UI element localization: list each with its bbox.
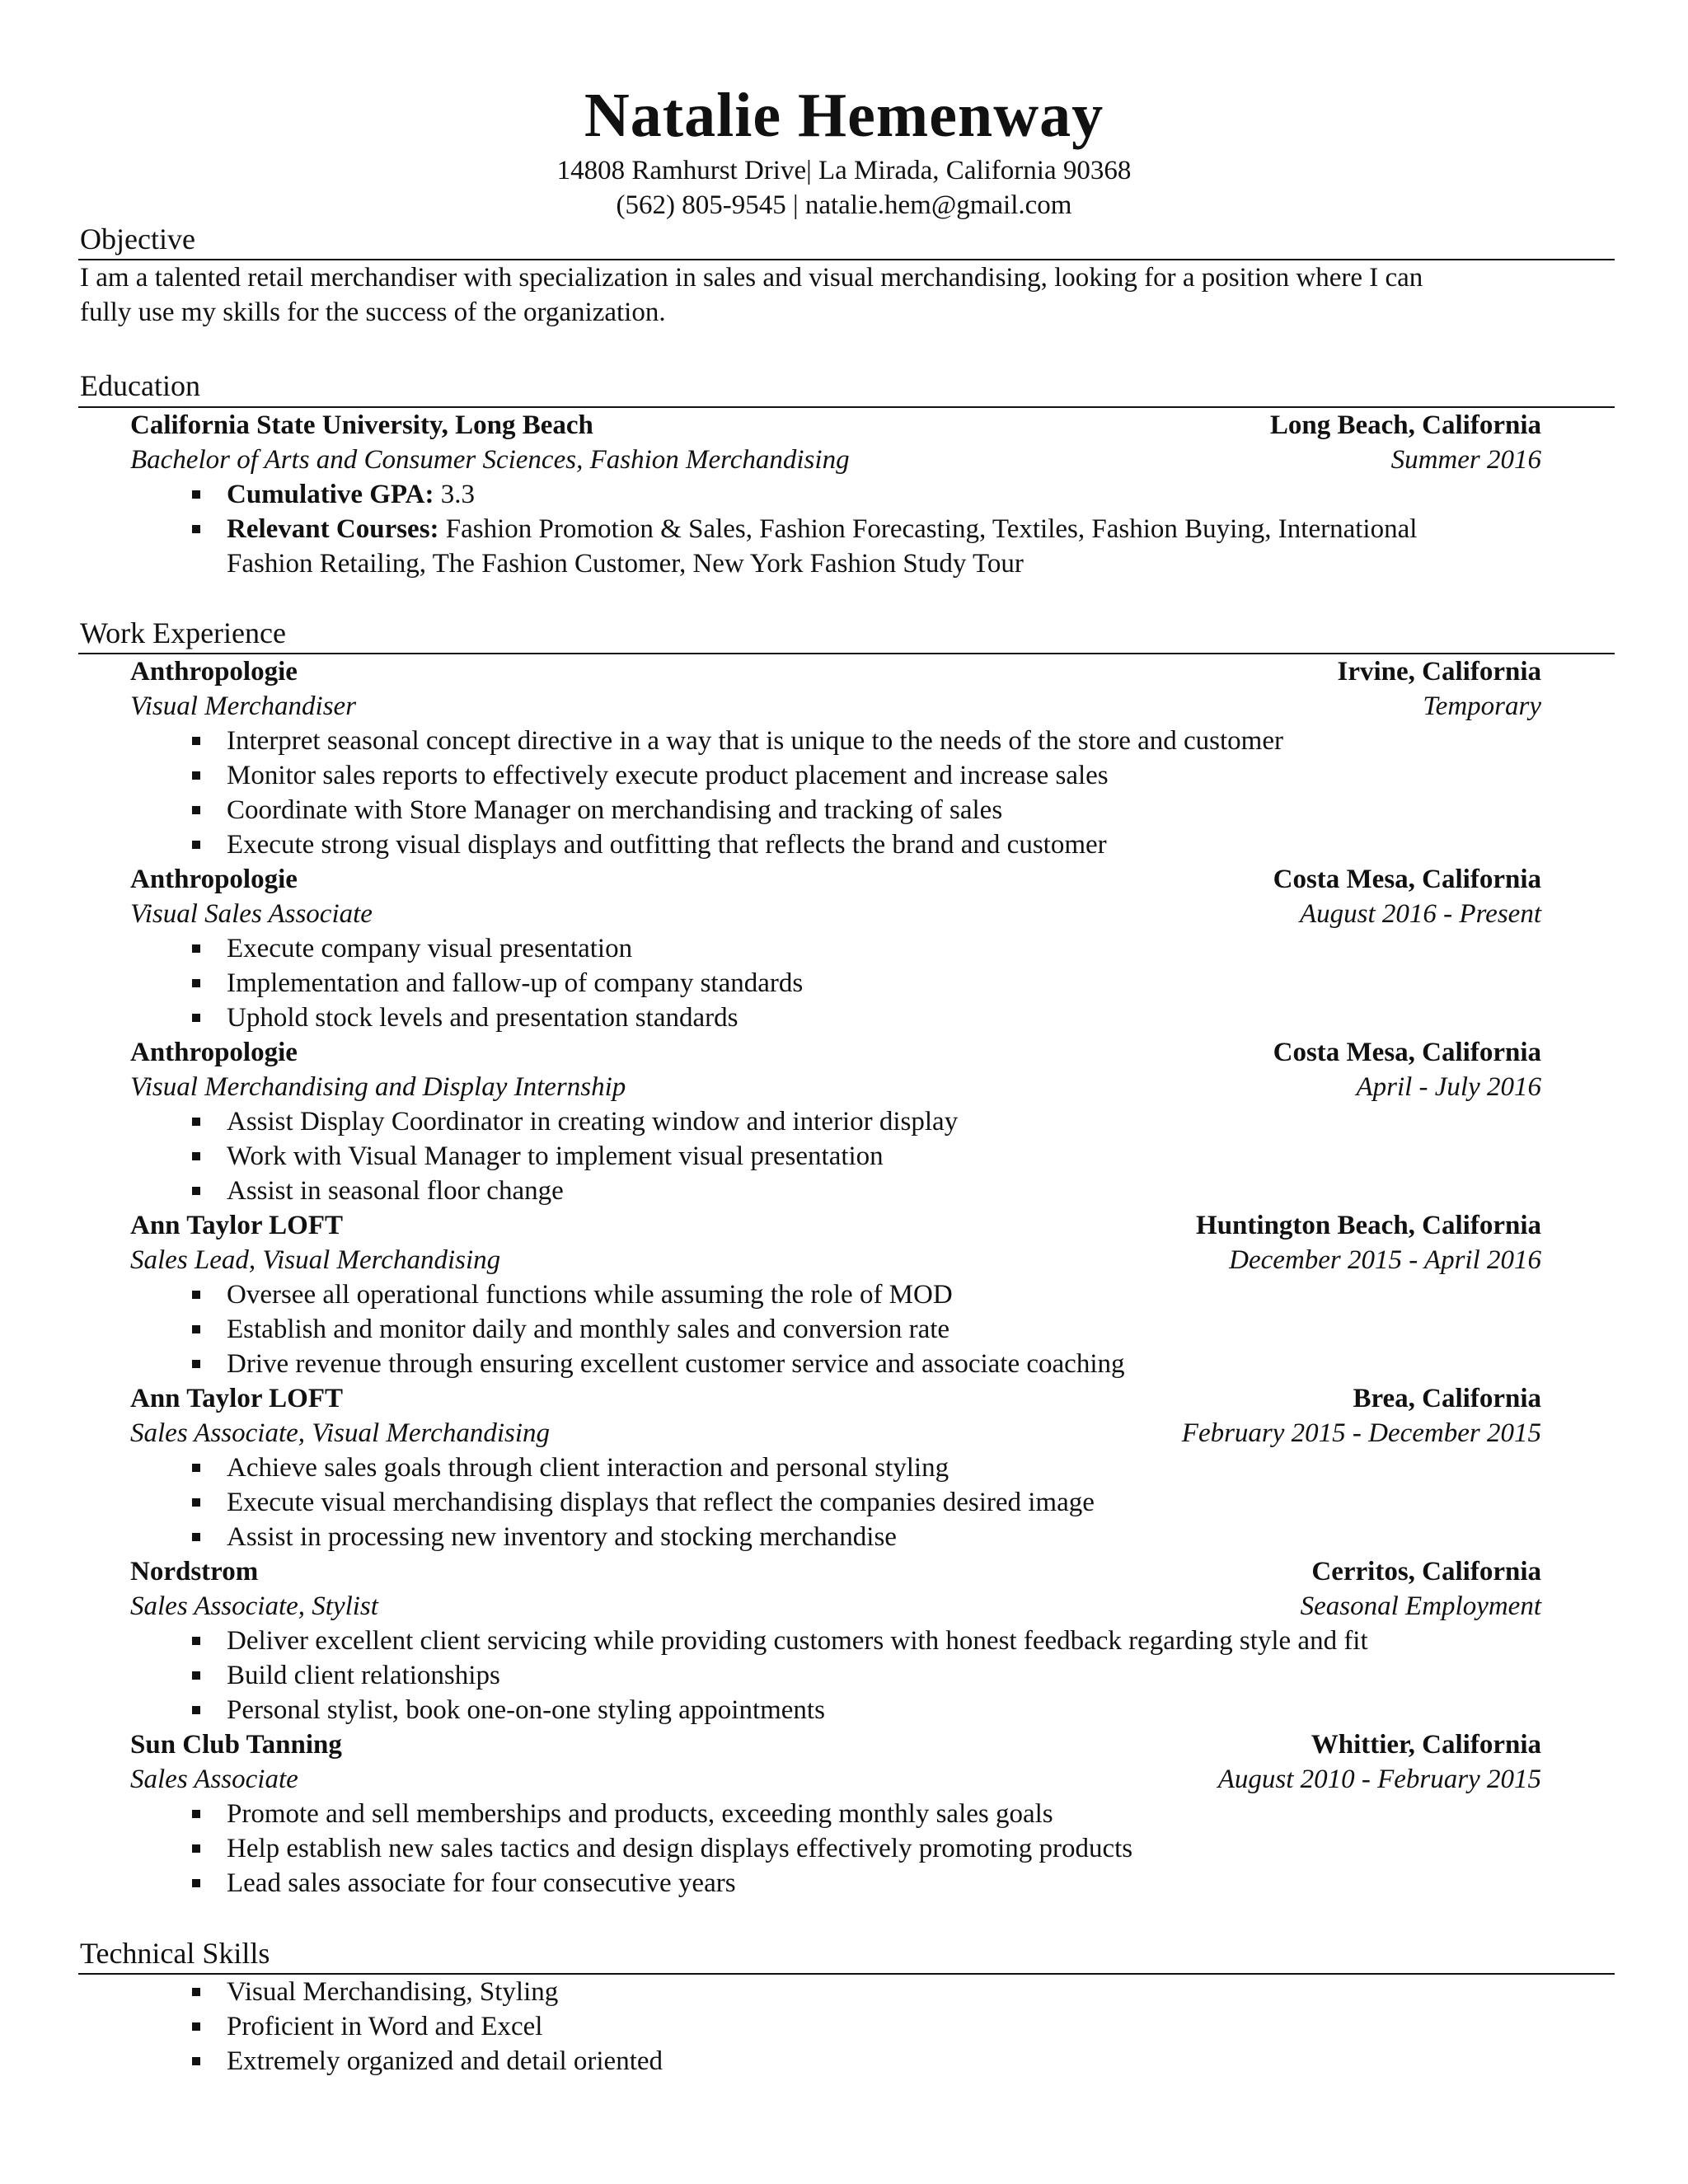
bullet-icon <box>192 1118 200 1126</box>
bullet-icon <box>192 737 200 745</box>
bullet-icon <box>192 1464 200 1472</box>
job-bullets <box>227 931 1578 1035</box>
list-item <box>227 1312 1578 1347</box>
job-location: Costa Mesa, California <box>1273 865 1541 894</box>
bullet-icon <box>192 1810 200 1818</box>
job-bullets <box>227 1277 1578 1381</box>
job-role: Visual Merchandiser <box>130 691 357 721</box>
bullet-icon <box>192 1637 200 1645</box>
list-item <box>227 1347 1578 1381</box>
bullet-text: Establish and monitor daily and monthly sales and conversion rate <box>227 1315 950 1344</box>
skill-text: Visual Merchandising, Styling <box>227 1977 559 2007</box>
bullet-text: Interpret seasonal concept directive in a way that is unique to the needs of the store and customer <box>227 726 1283 756</box>
company-name: Anthropologie <box>130 657 298 687</box>
job-header-row <box>130 862 1541 897</box>
job-bullets <box>227 724 1578 862</box>
list-item <box>227 758 1578 793</box>
gpa-value: 3.3 <box>434 480 475 509</box>
job-date: August 2016 - Present <box>1300 899 1541 929</box>
company-name: Sun Club Tanning <box>130 1730 342 1760</box>
job-role: Sales Associate <box>130 1765 298 1794</box>
job-role: Sales Associate, Visual Merchandising <box>130 1418 551 1448</box>
bullet-text: Build client relationships <box>227 1661 500 1690</box>
bullet-icon <box>192 525 200 533</box>
bullet-text: Promote and sell memberships and products, exceeding monthly sales goals <box>227 1799 1053 1829</box>
skills-bullets <box>227 1975 1578 2079</box>
company-name: Ann Taylor LOFT <box>130 1384 343 1413</box>
bullet-icon <box>192 1152 200 1160</box>
company-name: Anthropologie <box>130 865 298 894</box>
bullet-icon <box>192 1325 200 1333</box>
bullet-icon <box>192 806 200 814</box>
skill-text: Proficient in Word and Excel <box>227 2012 543 2041</box>
list-item <box>227 1139 1578 1174</box>
list-item <box>227 1693 1578 1727</box>
job-role-row <box>130 689 1541 724</box>
bullet-text: Execute strong visual displays and outfitting that reflects the brand and customer <box>227 830 1107 860</box>
company-name: Anthropologie <box>130 1038 298 1067</box>
job-role: Visual Merchandising and Display Internship <box>130 1072 626 1102</box>
bullet-icon <box>192 771 200 780</box>
objective-text <box>80 260 1580 330</box>
bullet-icon <box>192 1360 200 1368</box>
list-item <box>227 1975 1578 2009</box>
gpa-label: Cumulative GPA: <box>227 480 434 509</box>
bullet-icon <box>192 1706 200 1714</box>
education-bullets <box>227 477 1562 581</box>
bullet-text: Execute visual merchandising displays that reflect the companies desired image <box>227 1488 1095 1517</box>
bullet-text: Personal stylist, book one-on-one styling appointments <box>227 1695 825 1725</box>
bullet-icon <box>192 2022 200 2031</box>
job-bullets <box>227 1104 1578 1208</box>
objective-line-1: I am a talented retail merchandiser with specialization in sales and visual merchandising, looking for a position where I can <box>80 263 1423 293</box>
bullet-text: Achieve sales goals through client interaction and personal styling <box>227 1453 950 1483</box>
courses-line-1: Fashion Promotion & Sales, Fashion Forecasting, Textiles, Fashion Buying, International <box>438 514 1418 544</box>
education-school-row <box>130 408 1541 443</box>
skills-heading: Technical Skills <box>80 1937 270 1970</box>
list-item <box>227 724 1578 758</box>
list-item <box>227 1485 1578 1520</box>
job-bullets <box>227 1797 1578 1900</box>
bullet-text: Execute company visual presentation <box>227 934 633 963</box>
bullet-text: Lead sales associate for four consecutive years <box>227 1868 736 1898</box>
list-item <box>227 1831 1578 1866</box>
degree: Bachelor of Arts and Consumer Sciences, Fashion Merchandising <box>130 445 850 475</box>
graduation-date: Summer 2016 <box>1390 445 1541 475</box>
list-item <box>227 1658 1578 1693</box>
bullet-text: Assist in seasonal floor change <box>227 1176 564 1206</box>
job-date: February 2015 - December 2015 <box>1181 1418 1541 1448</box>
list-item <box>227 1001 1578 1035</box>
list-item <box>227 966 1578 1001</box>
job-location: Whittier, California <box>1311 1730 1541 1760</box>
phone-email-line: (562) 805-9545 | natalie.hem@gmail.com <box>616 190 1072 220</box>
bullet-text: Drive revenue through ensuring excellent customer service and associate coaching <box>227 1349 1125 1379</box>
bullet-icon <box>192 979 200 987</box>
list-item <box>227 1104 1578 1139</box>
job-date: August 2010 - February 2015 <box>1217 1765 1541 1794</box>
job-location: Cerritos, California <box>1311 1557 1541 1586</box>
list-item <box>227 827 1578 862</box>
address-line: 14808 Ramhurst Drive| La Mirada, California 90368 <box>556 156 1132 185</box>
list-item <box>227 1797 1578 1831</box>
job-role-row <box>130 1589 1541 1624</box>
job-role-row <box>130 897 1541 931</box>
bullet-icon <box>192 1498 200 1507</box>
bullet-icon <box>192 841 200 849</box>
job-date: Temporary <box>1423 691 1541 721</box>
job-role: Sales Lead, Visual Merchandising <box>130 1245 501 1275</box>
bullet-icon <box>192 944 200 953</box>
list-item <box>227 1277 1578 1312</box>
courses-line-2: Fashion Retailing, The Fashion Customer, New York Fashion Study Tour <box>227 549 1024 579</box>
bullet-text: Deliver excellent client servicing while providing customers with honest feedback regarding style and fit <box>227 1626 1368 1656</box>
list-item <box>227 2044 1578 2079</box>
job-location: Irvine, California <box>1337 657 1541 687</box>
job-location: Costa Mesa, California <box>1273 1038 1541 1067</box>
courses-label: Relevant Courses: <box>227 514 439 544</box>
job-header-row <box>130 1035 1541 1070</box>
bullet-icon <box>192 1671 200 1680</box>
job-date: December 2015 - April 2016 <box>1229 1245 1541 1275</box>
company-name: Ann Taylor LOFT <box>130 1211 343 1240</box>
bullet-text: Oversee all operational functions while assuming the role of MOD <box>227 1280 953 1310</box>
bullet-icon <box>192 1014 200 1022</box>
education-degree-row <box>130 443 1541 477</box>
list-item <box>227 931 1578 966</box>
list-item <box>227 1624 1578 1658</box>
bullet-text: Monitor sales reports to effectively execute product placement and increase sales <box>227 761 1109 790</box>
job-role-row <box>130 1416 1541 1451</box>
objective-line-2: fully use my skills for the success of the organization. <box>80 298 666 327</box>
list-item <box>227 2009 1578 2044</box>
bullet-icon <box>192 490 200 499</box>
job-header-row <box>130 654 1541 689</box>
job-header-row <box>130 1554 1541 1589</box>
list-item <box>227 1520 1578 1554</box>
skill-text: Extremely organized and detail oriented <box>227 2046 663 2076</box>
school-location: Long Beach, California <box>1269 410 1541 440</box>
list-item <box>227 477 1562 512</box>
bullet-icon <box>192 1533 200 1541</box>
education-heading: Education <box>80 369 200 402</box>
job-date: Seasonal Employment <box>1300 1591 1541 1621</box>
bullet-text: Assist in processing new inventory and stocking merchandise <box>227 1522 897 1552</box>
company-name: Nordstrom <box>130 1557 259 1586</box>
bullet-icon <box>192 2057 200 2065</box>
list-item <box>227 1451 1578 1485</box>
job-date: April - July 2016 <box>1356 1072 1541 1102</box>
objective-heading: Objective <box>80 223 195 255</box>
bullet-text: Coordinate with Store Manager on merchandising and tracking of sales <box>227 795 1003 825</box>
list-item <box>227 1866 1578 1900</box>
bullet-icon <box>192 1988 200 1996</box>
list-item <box>227 793 1578 827</box>
job-role: Visual Sales Associate <box>130 899 373 929</box>
job-header-row <box>130 1208 1541 1243</box>
candidate-name: Natalie Hemenway <box>584 81 1104 150</box>
list-item <box>227 1174 1578 1208</box>
bullet-icon <box>192 1187 200 1195</box>
bullet-text: Work with Visual Manager to implement visual presentation <box>227 1141 884 1171</box>
bullet-text: Implementation and fallow-up of company standards <box>227 968 804 998</box>
job-location: Huntington Beach, California <box>1196 1211 1541 1240</box>
list-item <box>227 512 1562 581</box>
job-role-row <box>130 1070 1541 1104</box>
job-bullets <box>227 1451 1578 1554</box>
job-role: Sales Associate, Stylist <box>130 1591 378 1621</box>
bullet-icon <box>192 1879 200 1887</box>
job-bullets <box>227 1624 1578 1727</box>
bullet-icon <box>192 1291 200 1299</box>
job-role-row <box>130 1762 1541 1797</box>
job-header-row <box>130 1381 1541 1416</box>
bullet-text: Help establish new sales tactics and design displays effectively promoting products <box>227 1834 1133 1863</box>
bullet-text: Uphold stock levels and presentation standards <box>227 1003 738 1033</box>
bullet-text: Assist Display Coordinator in creating window and interior display <box>227 1107 959 1137</box>
bullet-icon <box>192 1844 200 1853</box>
job-header-row <box>130 1727 1541 1762</box>
school-name: California State University, Long Beach <box>130 410 593 440</box>
work-heading: Work Experience <box>80 616 286 649</box>
job-location: Brea, California <box>1353 1384 1541 1413</box>
job-role-row <box>130 1243 1541 1277</box>
